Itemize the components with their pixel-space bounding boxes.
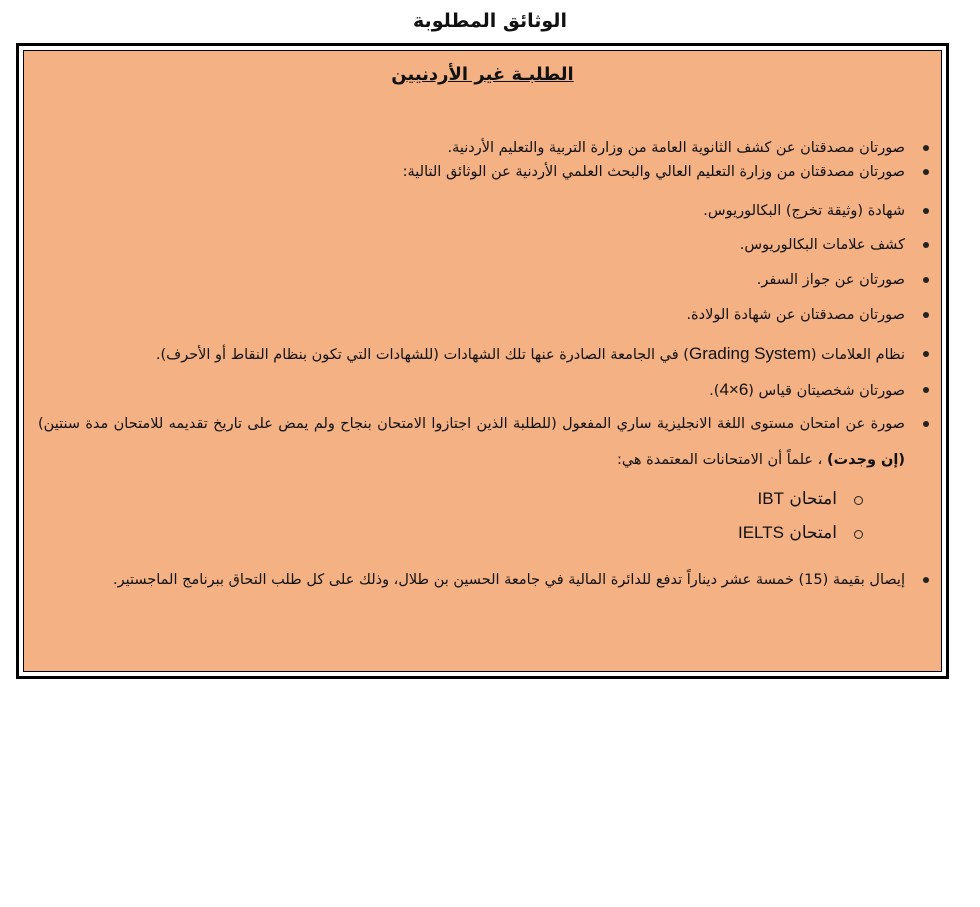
english-if-available: (إن وجدت) xyxy=(826,452,905,468)
list-item-text: شهادة (وثيقة تخرج) البكالوريوس. xyxy=(703,203,905,219)
receipt-text: إيصال بقيمة (15) خمسة عشر ديناراً تدفع للدائرة المالية في جامعة الحسين بن طلال، وذلك على كل طلب التحاق ببرنامج الماجستير. xyxy=(112,572,905,588)
list-item-text: صورتان مصدقتان عن شهادة الولادة. xyxy=(686,307,905,323)
list-item xyxy=(38,235,905,255)
documents-frame xyxy=(16,43,949,679)
list-item-grading xyxy=(38,344,905,365)
grading-system-term: Grading System xyxy=(688,344,811,363)
english-text-after: ، علماً أن الامتحانات المعتمدة هي: xyxy=(616,452,827,468)
list-item-text: صورتان مصدقتان من وزارة التعليم العالي والبحث العلمي الأردنية عن الوثائق التالية: xyxy=(402,164,905,180)
list-item-photos xyxy=(38,380,905,401)
bullet-icon xyxy=(923,387,929,393)
circle-bullet-icon xyxy=(854,496,863,505)
list-item-text: كشف علامات البكالوريوس. xyxy=(739,237,905,253)
list-item xyxy=(38,201,905,221)
section-heading: الطلبـة غير الأردنيين xyxy=(391,64,574,85)
grading-text-after: ) في الجامعة الصادرة عنها تلك الشهادات (للشهادات التي تكون بنظام النقاط أو الأحرف). xyxy=(155,347,689,363)
bullet-icon xyxy=(923,421,929,427)
bullet-icon xyxy=(923,145,929,151)
english-text-before: صورة عن امتحان مستوى اللغة الانجليزية ساري المفعول (للطلبة الذين اجتازوا الامتحان بنجاح ولم يمض على تاريخ تقديمه للامتحان مدة سنتين) xyxy=(38,416,905,432)
photos-text-after: ). xyxy=(709,383,720,399)
bullet-icon xyxy=(923,577,929,583)
photos-text-before: صورتان شخصيتان قياس ( xyxy=(748,383,905,399)
documents-panel xyxy=(23,50,942,672)
list-item xyxy=(38,270,905,290)
page-title: الوثائق المطلوبة xyxy=(413,10,567,32)
bullet-icon xyxy=(923,169,929,175)
list-item-text: صورتان مصدقتان عن كشف الثانوية العامة من وزارة التربية والتعليم الأردنية. xyxy=(447,140,905,156)
list-item-receipt xyxy=(38,562,905,598)
grading-text-before: نظام العلامات ( xyxy=(810,347,905,363)
list-item xyxy=(38,305,905,325)
list-item-english xyxy=(38,406,905,478)
exam-name: IBT xyxy=(757,489,784,508)
list-item xyxy=(38,162,905,182)
bullet-icon xyxy=(923,208,929,214)
bullet-icon xyxy=(923,312,929,318)
bullet-icon xyxy=(923,351,929,357)
exam-name: IELTS xyxy=(738,523,784,542)
list-item-text: صورتان عن جواز السفر. xyxy=(756,272,905,288)
exam-word: امتحان xyxy=(789,489,837,509)
exam-item-ielts xyxy=(738,522,837,544)
exam-word: امتحان xyxy=(789,523,837,543)
exam-item-ibt xyxy=(758,488,837,510)
bullet-icon xyxy=(923,277,929,283)
circle-bullet-icon xyxy=(854,530,863,539)
photo-size: 4×6 xyxy=(719,380,749,399)
bullet-icon xyxy=(923,242,929,248)
list-item xyxy=(38,138,905,158)
